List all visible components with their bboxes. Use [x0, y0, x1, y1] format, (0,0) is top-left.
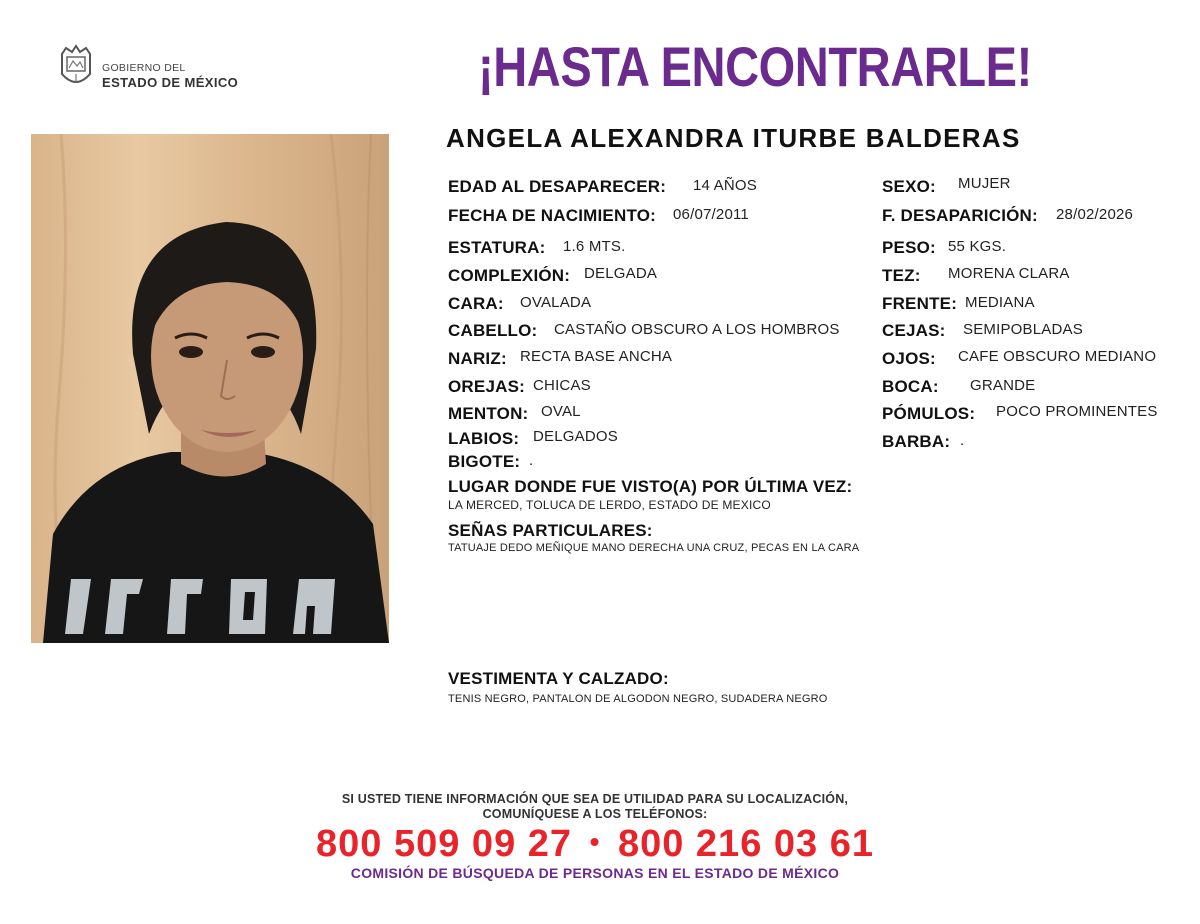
- marks-label: SEÑAS PARTICULARES:: [448, 521, 653, 540]
- desaparicion-value: 28/02/2026: [1056, 206, 1134, 223]
- phone-separator: •: [589, 826, 601, 857]
- commission-name: COMISIÓN DE BÚSQUEDA DE PERSONAS EN EL ESTADO DE MÉXICO: [350, 865, 840, 881]
- cara-value: OVALADA: [520, 294, 592, 311]
- cejas-value: SEMIPOBLADAS: [963, 321, 1083, 338]
- orejas-label: OREJAS:: [448, 377, 525, 396]
- government-logo: [58, 44, 258, 94]
- estatura-label: ESTATURA:: [448, 238, 546, 257]
- bigote-label: BIGOTE:: [448, 452, 521, 471]
- estatura-value: 1.6 MTS.: [563, 238, 626, 255]
- tez-label: TEZ:: [882, 266, 921, 285]
- nariz-value: RECTA BASE ANCHA: [520, 348, 673, 365]
- marks-value: TATUAJE DEDO MEÑIQUE MANO DERECHA UNA CRUZ, PECAS EN LA CARA: [448, 542, 860, 554]
- orejas-value: CHICAS: [533, 377, 591, 394]
- peso-label: PESO:: [882, 238, 936, 257]
- ojos-label: OJOS:: [882, 349, 936, 368]
- phone-2[interactable]: 800 216 03 61: [617, 823, 874, 865]
- labios-value: DELGADOS: [533, 428, 618, 445]
- complexion-value: DELGADA: [584, 265, 658, 282]
- footer-note-line1: SI USTED TIENE INFORMACIÓN QUE SEA DE UTILIDAD PARA SU LOCALIZACIÓN,: [341, 792, 849, 806]
- cara-label: CARA:: [448, 294, 504, 313]
- gov-line1: GOBIERNO DEL: [102, 62, 186, 74]
- sexo-label: SEXO:: [882, 177, 936, 196]
- cabello-value: CASTAÑO OBSCURO A LOS HOMBROS: [554, 321, 840, 338]
- tez-value: MORENA CLARA: [948, 265, 1070, 282]
- cejas-label: CEJAS:: [882, 321, 946, 340]
- boca-value: GRANDE: [970, 377, 1036, 394]
- menton-label: MENTON:: [448, 404, 529, 423]
- frente-value: MEDIANA: [965, 294, 1035, 311]
- person-name: ANGELA ALEXANDRA ITURBE BALDERAS: [446, 123, 1021, 153]
- state-seal-icon: [58, 44, 94, 90]
- nacimiento-value: 06/07/2011: [673, 206, 749, 223]
- peso-value: 55 KGS.: [948, 238, 1007, 255]
- clothing-value: TENIS NEGRO, PANTALON DE ALGODON NEGRO, SUDADERA NEGRO: [448, 693, 828, 705]
- headline: ¡HASTA ENCONTRARLE!: [478, 35, 1032, 98]
- nacimiento-label: FECHA DE NACIMIENTO:: [448, 206, 656, 225]
- phone-1[interactable]: 800 509 09 27: [316, 823, 573, 865]
- barba-value: .: [960, 432, 965, 449]
- nariz-label: NARIZ:: [448, 349, 507, 368]
- menton-value: OVAL: [541, 403, 581, 420]
- ojos-value: CAFE OBSCURO MEDIANO: [958, 348, 1157, 365]
- edad-label: EDAD AL DESAPARECER:: [448, 177, 667, 196]
- last-seen-label: LUGAR DONDE FUE VISTO(A) POR ÚLTIMA VEZ:: [448, 477, 853, 496]
- labios-label: LABIOS:: [448, 429, 520, 448]
- desaparicion-label: F. DESAPARICIÓN:: [882, 206, 1038, 225]
- footer-note-line2: COMUNÍQUESE A LOS TELÉFONOS:: [482, 807, 708, 821]
- frente-label: FRENTE:: [882, 294, 958, 313]
- bigote-value: .: [529, 452, 534, 469]
- boca-label: BOCA:: [882, 377, 939, 396]
- phone-numbers: [0, 823, 1190, 866]
- barba-label: BARBA:: [882, 432, 951, 451]
- clothing-label: VESTIMENTA Y CALZADO:: [448, 669, 669, 688]
- gov-line2: ESTADO DE MÉXICO: [102, 75, 239, 90]
- missing-person-photo: [31, 134, 389, 643]
- complexion-label: COMPLEXIÓN:: [448, 266, 571, 285]
- last-seen-value: LA MERCED, TOLUCA DE LERDO, ESTADO DE MEXICO: [448, 498, 771, 512]
- cabello-label: CABELLO:: [448, 321, 538, 340]
- pomulos-value: POCO PROMINENTES: [996, 403, 1158, 420]
- edad-value: 14 AÑOS: [693, 177, 757, 194]
- pomulos-label: PÓMULOS:: [882, 404, 976, 423]
- sexo-value: MUJER: [958, 175, 1011, 192]
